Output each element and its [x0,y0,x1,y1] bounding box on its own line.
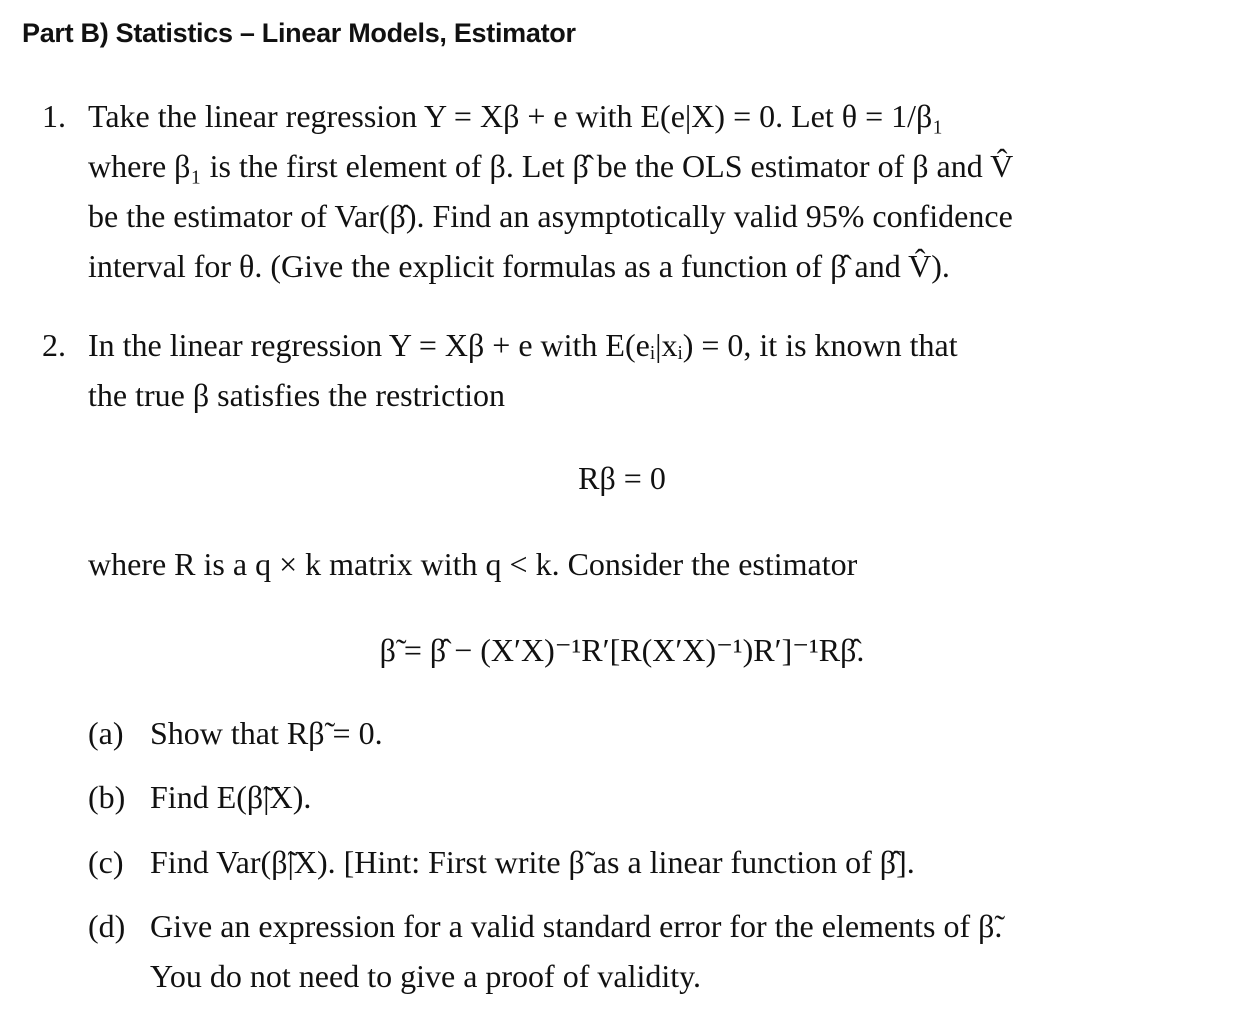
part-c-text: Find Var(β̃|X). [Hint: First write β̃ as a linear function of β̂]. [150,844,915,880]
problem-1-line-3: be the estimator of Var(β̂). Find an asymptotically valid 95% confidence [88,198,1013,234]
part-b-text: Find E(β̃|X). [150,779,312,815]
part-b-label: (b) [88,779,126,815]
part-a-text: Show that Rβ̃ = 0. [150,715,383,751]
part-c-label: (c) [88,844,124,880]
problem-1-number: 1. [42,98,66,134]
part-a-label: (a) [88,715,124,751]
problem-2-number: 2. [42,327,66,363]
problem-1-line-4: interval for θ. (Give the explicit formulas as a function of β̂ and V̂). [88,248,950,284]
part-d-text-line-1: Give an expression for a valid standard error for the elements of β̃. [150,908,1003,944]
part-d-text-line-2: You do not need to give a proof of validity. [150,958,702,994]
estimator-equation: β̃ = β̂ − (X′X)⁻¹R′[R(X′X)⁻¹)R′]⁻¹Rβ̂. [379,632,865,668]
part-d-label: (d) [88,908,126,944]
problem-2-mid-line: where R is a q × k matrix with q < k. Consider the estimator [88,546,858,582]
restriction-equation: Rβ = 0 [578,460,666,496]
problem-2-line-2: the true β satisfies the restriction [88,377,506,413]
problem-2-line-1: In the linear regression Y = Xβ + e with E(eᵢ|xᵢ) = 0, it is known that [88,327,958,363]
problem-1-line-1: Take the linear regression Y = Xβ + e with E(e|X) = 0. Let θ = 1/β₁ [88,98,944,134]
section-heading: Part B) Statistics – Linear Models, Estimator [22,18,576,48]
problem-1-line-2: where β₁ is the first element of β. Let β̂ be the OLS estimator of β and V̂ [88,148,1014,184]
